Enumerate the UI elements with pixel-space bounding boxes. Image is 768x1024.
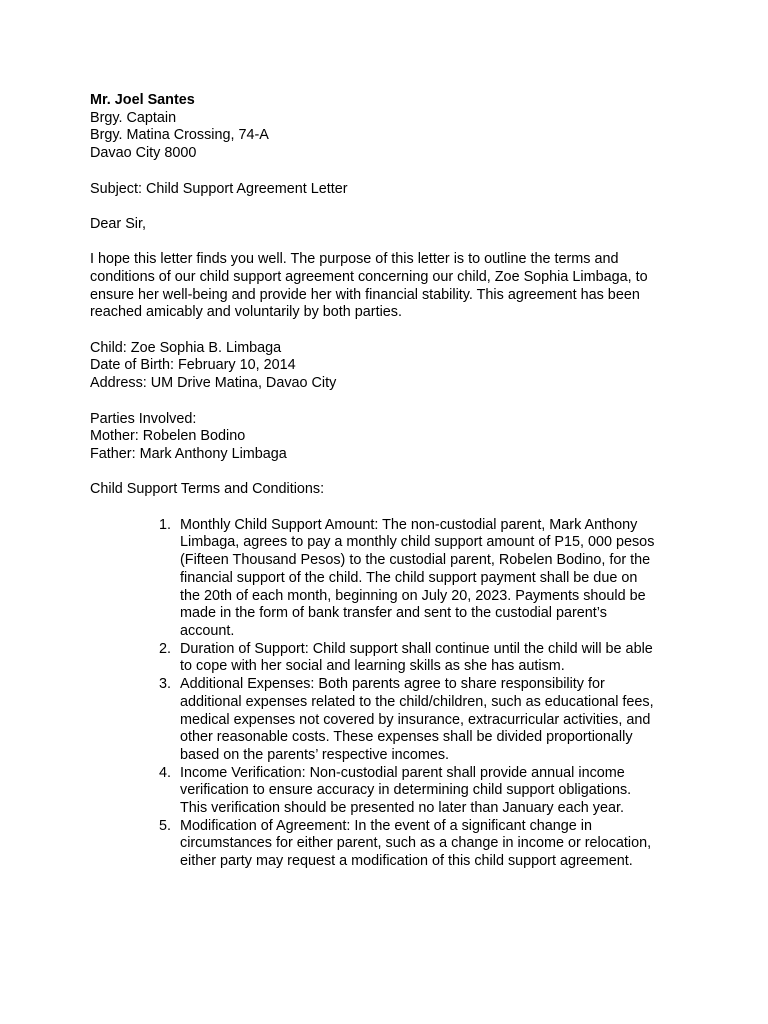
terms-heading: Child Support Terms and Conditions: bbox=[90, 481, 325, 498]
child-address: Address: UM Drive Matina, Davao City bbox=[90, 375, 337, 392]
sender-name: Mr. Joel Santes bbox=[90, 92, 195, 108]
spacer bbox=[90, 322, 690, 340]
child-details bbox=[90, 340, 690, 393]
term-line: Additional Expenses: Both parents agree to share responsibility for bbox=[180, 676, 605, 693]
term-line: Modification of Agreement: In the event of a significant change in bbox=[180, 817, 592, 834]
term-line: verification to ensure accuracy in determining child support obligations. bbox=[180, 782, 632, 799]
term-number: 3. bbox=[159, 676, 172, 693]
term-line: Monthly Child Support Amount: The non-custodial parent, Mark Anthony bbox=[180, 516, 638, 533]
term-item bbox=[159, 817, 690, 871]
intro-paragraph bbox=[90, 251, 690, 322]
spacer bbox=[90, 234, 690, 252]
term-line: the 20th of each month, beginning on July 20, 2023. Payments should be bbox=[180, 587, 646, 604]
term-line: to cope with her social and learning skills as she has autism. bbox=[180, 658, 565, 675]
spacer bbox=[90, 198, 690, 216]
intro-line: conditions of our child support agreement concerning our child, Zoe Sophia Limbaga, to bbox=[90, 268, 648, 285]
term-line: Duration of Support: Child support shall continue until the child will be able bbox=[180, 640, 653, 657]
term-item bbox=[159, 516, 690, 641]
salutation: Dear Sir, bbox=[90, 215, 146, 232]
term-line: either party may request a modification of this child support agreement. bbox=[180, 853, 633, 870]
father-name: Father: Mark Anthony Limbaga bbox=[90, 445, 287, 462]
term-line: financial support of the child. The child support payment shall be due on bbox=[180, 569, 638, 586]
term-line: account. bbox=[180, 622, 235, 639]
parties-section bbox=[90, 411, 690, 464]
term-line: made in the form of bank transfer and sent to the custodial parent’s bbox=[180, 605, 607, 622]
term-line: additional expenses related to the child/children, such as educational fees, bbox=[180, 693, 654, 710]
term-line: This verification should be presented no later than January each year. bbox=[180, 800, 624, 817]
child-name: Child: Zoe Sophia B. Limbaga bbox=[90, 339, 282, 356]
sender-address-line-1: Brgy. Matina Crossing, 74-A bbox=[90, 127, 269, 144]
sender-address-line-2: Davao City 8000 bbox=[90, 145, 197, 162]
term-item bbox=[159, 676, 690, 765]
term-line: based on the parents’ respective incomes. bbox=[180, 746, 450, 763]
term-number: 2. bbox=[159, 640, 172, 657]
terms-list bbox=[159, 516, 690, 871]
intro-line: ensure her well-being and provide her with financial stability. This agreement has been bbox=[90, 286, 640, 303]
term-number: 4. bbox=[159, 764, 172, 781]
term-number: 1. bbox=[159, 516, 172, 533]
spacer bbox=[90, 499, 690, 517]
letter-page bbox=[90, 92, 690, 871]
intro-line: reached amicably and voluntarily by both parties. bbox=[90, 304, 402, 321]
term-item bbox=[159, 764, 690, 818]
subject-line: Subject: Child Support Agreement Letter bbox=[90, 180, 348, 197]
sender-title: Brgy. Captain bbox=[90, 109, 177, 126]
term-number: 5. bbox=[159, 817, 172, 834]
spacer bbox=[90, 464, 690, 482]
term-item bbox=[159, 640, 690, 676]
term-line: (Fifteen Thousand Pesos) to the custodial parent, Robelen Bodino, for the bbox=[180, 552, 651, 569]
intro-line: I hope this letter finds you well. The purpose of this letter is to outline the terms and bbox=[90, 251, 619, 268]
term-line: Income Verification: Non-custodial parent shall provide annual income bbox=[180, 764, 625, 781]
term-line: other reasonable costs. These expenses shall be divided proportionally bbox=[180, 729, 633, 746]
spacer bbox=[90, 393, 690, 411]
parties-heading: Parties Involved: bbox=[90, 410, 197, 427]
term-line: Limbaga, agrees to pay a monthly child support amount of P15, 000 pesos bbox=[180, 534, 655, 551]
child-dob: Date of Birth: February 10, 2014 bbox=[90, 357, 296, 374]
term-line: medical expenses not covered by insurance, extracurricular activities, and bbox=[180, 711, 651, 728]
term-line: circumstances for either parent, such as a change in income or relocation, bbox=[180, 835, 652, 852]
spacer bbox=[90, 163, 690, 181]
mother-name: Mother: Robelen Bodino bbox=[90, 428, 246, 445]
